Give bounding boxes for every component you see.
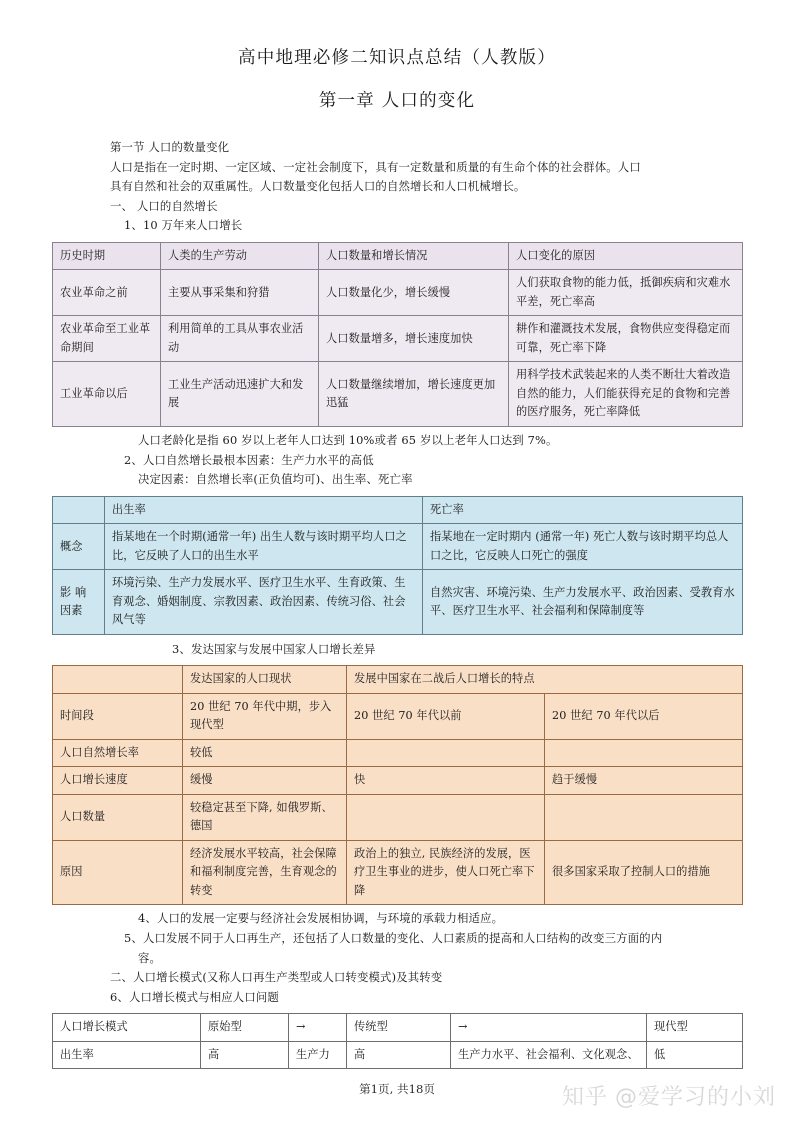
t3-r4-before: 政治上的独立, 民族经济的发展，医疗卫生事业的进步，使人口死亡率下降	[347, 840, 545, 905]
t3-header-developing: 发展中国家在二战后人口增长的特点	[347, 666, 743, 694]
table-row	[53, 1041, 743, 1069]
t3-r2-before: 快	[347, 767, 545, 795]
t3-r1-after	[545, 739, 743, 767]
t1-r1-period: 农业革命至工业革命期间	[53, 316, 161, 362]
watermark-handle: @爱学习的小刘	[614, 1085, 776, 1110]
t3-r3-label: 人口数量	[53, 794, 183, 840]
t1-header-labor: 人类的生产劳动	[161, 242, 319, 270]
table-row	[53, 693, 743, 739]
t3-r1-before	[347, 739, 545, 767]
watermark	[562, 1080, 776, 1111]
item-2-label: 2、人口自然增长最根本因素：生产力水平的高低	[124, 452, 374, 467]
table-3-wrapper	[52, 665, 742, 905]
heading-one: 一、 人口的自然增长	[110, 198, 218, 213]
t3-r4-after: 很多国家采取了控制人口的措施	[545, 840, 743, 905]
t2-r1-birth: 环境污染、生产力发展水平、医疗卫生水平、生育政策、生育观念、婚姻制度、宗教因素、政治因素、传统习俗、社会风气等	[105, 570, 423, 635]
t1-r0-growth: 人口数量化少，增长缓慢	[319, 270, 509, 316]
t1-r1-labor: 利用简单的工具从事农业活动	[161, 316, 319, 362]
t1-header-reason: 人口变化的原因	[509, 242, 743, 270]
t1-r0-reason: 人们获取食物的能力低，抵御疾病和灾难水平差，死亡率高	[509, 270, 743, 316]
t3-r0-after: 20 世纪 70 年代以后	[545, 693, 743, 739]
table-row	[53, 840, 743, 905]
t4-r0-c3: 传统型	[347, 1014, 451, 1042]
t1-header-growth: 人口数量和增长情况	[319, 242, 509, 270]
page-title: 高中地理必修二知识点总结（人教版）	[238, 48, 556, 68]
table-row	[53, 767, 743, 795]
t4-r1-c2: 生产力	[289, 1041, 347, 1069]
t4-r0-c2-arrow-icon: →	[289, 1014, 347, 1042]
aging-note: 人口老龄化是指 60 岁以上老年人口达到 10%或者 65 岁以上老年人口达到 7%。	[138, 432, 558, 447]
t4-r1-c0: 出生率	[53, 1041, 201, 1069]
birth-death-rate-table	[52, 496, 743, 635]
t1-r2-reason: 用科学技术武装起来的人类不断壮大着改造自然的能力，人们能获得充足的食物和完善的医疗服务，死亡率降低	[509, 362, 743, 427]
table-row	[53, 362, 743, 427]
t2-header-death-rate: 死亡率	[423, 496, 743, 524]
t4-r0-c0: 人口增长模式	[53, 1014, 201, 1042]
t4-r0-c4-arrow-icon: →	[451, 1014, 647, 1042]
t3-r0-before: 20 世纪 70 年代以前	[347, 693, 545, 739]
t1-r0-labor: 主要从事采集和狩猎	[161, 270, 319, 316]
t3-r2-label: 人口增长速度	[53, 767, 183, 795]
t2-header-birth-rate: 出生率	[105, 496, 423, 524]
growth-mode-transition-table	[52, 1013, 743, 1069]
table-row	[53, 242, 743, 270]
item-1-label: 1、10 万年来人口增长	[124, 218, 243, 233]
t1-r1-growth: 人口数量增多，增长速度加快	[319, 316, 509, 362]
item-6-label: 6、人口增长模式与相应人口问题	[110, 989, 279, 1004]
t2-r1-death: 自然灾害、环境污染、生产力发展水平、政治因素、受教育水平、医疗卫生水平、社会福利和保障制度等	[423, 570, 743, 635]
t4-r1-c1: 高	[201, 1041, 289, 1069]
t1-r2-growth: 人口数量继续增加，增长速度更加迅猛	[319, 362, 509, 427]
t3-r3-developed: 较稳定甚至下降, 如俄罗斯、德国	[183, 794, 347, 840]
table-row	[53, 739, 743, 767]
table-row	[53, 1014, 743, 1042]
population-growth-history-table	[52, 242, 743, 427]
table-row	[53, 524, 743, 570]
table-row	[53, 316, 743, 362]
t3-r4-label: 原因	[53, 840, 183, 905]
t2-r0-birth: 指某地在一个时期(通常一年) 出生人数与该时期平均人口之比，它反映了人口的出生水平	[105, 524, 423, 570]
t3-r0-developed: 20 世纪 70 年代中期，步入现代型	[183, 693, 347, 739]
intro-paragraph-line-2: 具有自然和社会的双重属性。人口数量变化包括人口的自然增长和人口机械增长。	[110, 179, 526, 194]
t3-r4-developed: 经济发展水平较高，社会保障和福利制度完善，生育观念的转变	[183, 840, 347, 905]
t3-r1-developed: 较低	[183, 739, 347, 767]
t2-r0-label: 概念	[53, 524, 105, 570]
table-4-wrapper	[52, 1013, 742, 1069]
t3-r2-developed: 缓慢	[183, 767, 347, 795]
determinant-note: 决定因素：自然增长率(正负值均可)、出生率、死亡率	[138, 472, 413, 487]
t4-r1-c4: 生产力水平、社会福利、文化观念、	[451, 1041, 647, 1069]
t1-r2-period: 工业革命以后	[53, 362, 161, 427]
t3-r2-after: 趋于缓慢	[545, 767, 743, 795]
t3-header-developed: 发达国家的人口现状	[183, 666, 347, 694]
table-row	[53, 496, 743, 524]
table-row	[53, 570, 743, 635]
table-2-wrapper	[52, 496, 742, 635]
page-subtitle: 第一章 人口的变化	[318, 91, 476, 111]
watermark-platform: 知乎	[561, 1085, 608, 1110]
item-4-label: 4、人口的发展一定要与经济社会发展相协调，与环境的承载力相适应。	[138, 911, 504, 926]
heading-two: 二、人口增长模式(又称人口再生产类型或人口转变模式)及其转变	[110, 970, 443, 985]
t3-r0-label: 时间段	[53, 693, 183, 739]
table-row	[53, 794, 743, 840]
page-footer: 第1页, 共18页	[359, 1082, 435, 1096]
item-5-line-2: 容。	[138, 950, 162, 965]
table-row	[53, 666, 743, 694]
t3-r3-before	[347, 794, 545, 840]
t2-r0-death: 指某地在一定时期内 (通常一年) 死亡人数与该时期平均总人口之比，它反映人口死亡的强度	[423, 524, 743, 570]
t2-r1-label: 影 响因素	[53, 570, 105, 635]
t3-r1-label: 人口自然增长率	[53, 739, 183, 767]
section-label: 第一节 人口的数量变化	[110, 140, 230, 154]
t2-header-blank	[53, 496, 105, 524]
table-1-wrapper	[52, 242, 742, 427]
t3-r3-after	[545, 794, 743, 840]
item-5-line-1: 5、人口发展不同于人口再生产，还包括了人口数量的变化、人口素质的提高和人口结构的改变三方面的内	[124, 930, 663, 945]
t4-r0-c5: 现代型	[647, 1014, 743, 1042]
t4-r0-c1: 原始型	[201, 1014, 289, 1042]
t4-r1-c3: 高	[347, 1041, 451, 1069]
developed-vs-developing-table	[52, 665, 743, 905]
t1-r2-labor: 工业生产活动迅速扩大和发展	[161, 362, 319, 427]
document-content	[52, 138, 742, 1069]
t1-r1-reason: 耕作和灌溉技术发展，食物供应变得稳定而可靠，死亡率下降	[509, 316, 743, 362]
t1-r0-period: 农业革命之前	[53, 270, 161, 316]
table-row	[53, 270, 743, 316]
item-3-label: 3、发达国家与发展中国家人口增长差异	[172, 641, 376, 656]
t1-header-period: 历史时期	[53, 242, 161, 270]
t3-header-blank	[53, 666, 183, 694]
t4-r1-c5: 低	[647, 1041, 743, 1069]
intro-paragraph-line-1: 人口是指在一定时期、一定区域、一定社会制度下，具有一定数量和质量的有生命个体的社会群体。人口	[110, 159, 641, 174]
